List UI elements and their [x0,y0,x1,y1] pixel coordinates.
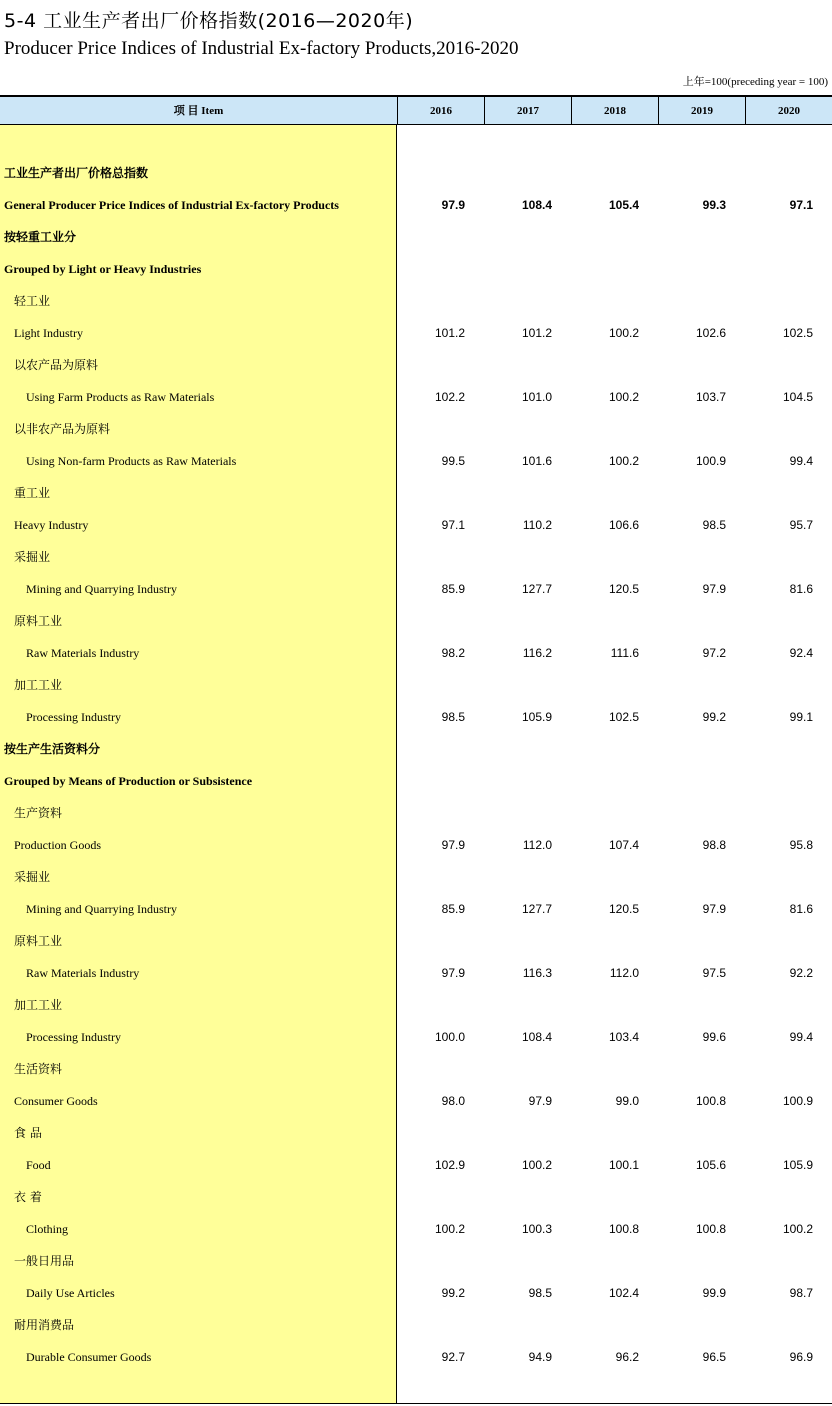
table-row [0,989,832,1021]
cell-2019: 102.6 [695,326,726,340]
row-label: Using Farm Products as Raw Materials [26,390,215,404]
cell-2018: 102.4 [608,1286,639,1300]
price-index-table [0,95,832,1404]
cell-2019: 99.2 [702,710,726,724]
cell-2020: 102.5 [782,326,813,340]
cell-2020: 81.6 [789,902,813,916]
row-label: 按生产生活资料分 [4,742,101,756]
table-row [0,1149,832,1181]
cell-2018: 105.4 [608,198,639,212]
cell-2018: 99.0 [615,1094,639,1108]
table-row [0,669,832,701]
cell-2020: 95.7 [789,518,813,532]
row-label: 重工业 [14,486,51,500]
cell-2020: 104.5 [782,390,813,404]
cell-2020: 100.2 [782,1222,813,1236]
row-label: 采掘业 [14,870,51,884]
cell-2018: 103.4 [608,1030,639,1044]
table-row [0,957,832,989]
cell-2020: 92.2 [789,966,813,980]
cell-2018: 106.6 [608,518,639,532]
table-row [0,733,832,765]
cell-2016: 97.1 [441,518,465,532]
cell-2017: 101.6 [521,454,552,468]
row-label: 一般日用品 [14,1254,75,1268]
cell-2019: 97.9 [702,582,726,596]
row-label: General Producer Price Indices of Industrial Ex-factory Products [4,198,339,212]
table-row [0,829,832,861]
year-header-2017: 2017 [484,97,571,125]
table-row [0,893,832,925]
cell-2018: 120.5 [608,902,639,916]
table-row [0,1053,832,1085]
table-row [0,349,832,381]
table-row [0,1245,832,1277]
table-row [0,1341,832,1373]
table-row [0,605,832,637]
unit-note: 上年=100(preceding year = 100) [682,76,828,88]
table-row [0,925,832,957]
row-label: Mining and Quarrying Industry [26,902,177,916]
cell-2016: 97.9 [441,838,465,852]
table-row [0,285,832,317]
cell-2017: 97.9 [528,1094,552,1108]
row-label: Durable Consumer Goods [26,1350,152,1364]
cell-2017: 98.5 [528,1286,552,1300]
cell-2018: 120.5 [608,582,639,596]
table-row [0,797,832,829]
table-row [0,317,832,349]
row-label: 采掘业 [14,550,51,564]
table-row [0,541,832,573]
cell-2016: 97.9 [441,198,465,212]
cell-2017: 101.2 [521,326,552,340]
cell-2019: 98.5 [702,518,726,532]
table-row [0,1117,832,1149]
table-row [0,1085,832,1117]
row-label: Food [26,1158,51,1172]
row-label: 耐用消费品 [14,1318,75,1332]
year-header-2020: 2020 [745,97,832,125]
row-label: 工业生产者出厂价格总指数 [4,166,149,180]
cell-2020: 92.4 [789,646,813,660]
cell-2020: 81.6 [789,582,813,596]
cell-2020: 95.8 [789,838,813,852]
row-label: 按轻重工业分 [4,230,77,244]
cell-2020: 99.1 [789,710,813,724]
cell-2017: 116.2 [522,646,552,660]
year-header-2019: 2019 [658,97,745,125]
cell-2020: 96.9 [789,1350,813,1364]
table-row [0,509,832,541]
row-label: Processing Industry [26,1030,121,1044]
table-row [0,1181,832,1213]
cell-2019: 99.9 [702,1286,726,1300]
table-row [0,413,832,445]
cell-2018: 112.0 [609,966,639,980]
table-row [0,445,832,477]
cell-2018: 100.2 [608,454,639,468]
row-label: 以非农产品为原料 [14,422,111,436]
cell-2016: 98.0 [441,1094,465,1108]
cell-2018: 107.4 [608,838,639,852]
row-label: Raw Materials Industry [26,966,140,980]
cell-2017: 94.9 [528,1350,552,1364]
table-row [0,765,832,797]
cell-2017: 101.0 [521,390,552,404]
cell-2020: 105.9 [782,1158,813,1172]
cell-2019: 97.5 [702,966,726,980]
cell-2020: 100.9 [782,1094,813,1108]
table-row [0,189,832,221]
cell-2016: 102.9 [434,1158,465,1172]
row-label: 轻工业 [14,294,51,308]
cell-2019: 99.3 [702,198,726,212]
table-row [0,221,832,253]
row-label: Clothing [26,1222,69,1236]
cell-2018: 102.5 [608,710,639,724]
cell-2017: 127.7 [521,582,552,596]
cell-2020: 97.1 [789,198,813,212]
cell-2018: 100.2 [608,326,639,340]
row-label: Consumer Goods [14,1094,98,1108]
row-label: 食 品 [14,1126,42,1140]
cell-2017: 105.9 [521,710,552,724]
cell-2016: 97.9 [441,966,465,980]
table-row [0,1213,832,1245]
table-row [0,253,832,285]
cell-2020: 99.4 [789,454,813,468]
table-row [0,1021,832,1053]
cell-2017: 116.3 [522,966,552,980]
table-row [0,477,832,509]
cell-2016: 100.2 [434,1222,465,1236]
cell-2017: 100.3 [521,1222,552,1236]
cell-2016: 85.9 [441,582,465,596]
row-label: Mining and Quarrying Industry [26,582,177,596]
cell-2016: 85.9 [441,902,465,916]
year-header-2016: 2016 [397,97,484,125]
cell-2017: 112.0 [522,838,552,852]
table-row [0,1277,832,1309]
cell-2019: 103.7 [695,390,726,404]
cell-2016: 99.2 [441,1286,465,1300]
row-label: 以农产品为原料 [14,358,99,372]
cell-2018: 100.2 [608,390,639,404]
cell-2020: 98.7 [789,1286,813,1300]
row-label: Light Industry [14,326,83,340]
cell-2017: 108.4 [521,198,552,212]
table-row [0,637,832,669]
cell-2019: 100.8 [695,1094,726,1108]
row-label: 加工工业 [14,998,63,1012]
cell-2019: 98.8 [702,838,726,852]
cell-2019: 96.5 [702,1350,726,1364]
cell-2016: 102.2 [434,390,465,404]
item-column-header: 项 目 Item [173,105,224,117]
table-row [0,157,832,189]
table-row [0,1309,832,1341]
cell-2018: 100.8 [608,1222,639,1236]
cell-2019: 105.6 [695,1158,726,1172]
cell-2017: 110.2 [522,518,552,532]
page-title-en: Producer Price Indices of Industrial Ex-factory Products,2016-2020 [4,38,519,59]
cell-2019: 97.9 [702,902,726,916]
row-label: Grouped by Means of Production or Subsistence [4,774,253,788]
table-row [0,861,832,893]
table-row [0,701,832,733]
cell-2016: 98.2 [441,646,465,660]
cell-2018: 100.1 [608,1158,639,1172]
cell-2016: 99.5 [441,454,465,468]
cell-2019: 100.9 [695,454,726,468]
cell-2017: 108.4 [521,1030,552,1044]
row-label: 生活资料 [14,1062,63,1076]
table-row [0,381,832,413]
row-label: 加工工业 [14,678,63,692]
row-label: Raw Materials Industry [26,646,140,660]
table-body [0,125,832,1404]
cell-2017: 127.7 [521,902,552,916]
page-title-cn: 5-4 工业生产者出厂价格指数(2016—2020年) [4,10,414,32]
cell-2016: 101.2 [434,326,465,340]
cell-2017: 100.2 [521,1158,552,1172]
cell-2016: 100.0 [434,1030,465,1044]
row-label: 生产资料 [14,806,63,820]
table-row [0,573,832,605]
row-label: Grouped by Light or Heavy Industries [4,262,202,276]
row-label: Using Non-farm Products as Raw Materials [26,454,237,468]
row-label: Processing Industry [26,710,121,724]
cell-2020: 99.4 [789,1030,813,1044]
cell-2019: 100.8 [695,1222,726,1236]
cell-2018: 111.6 [610,646,639,660]
row-label: 原料工业 [14,934,63,948]
year-header-2018: 2018 [571,97,658,125]
cell-2018: 96.2 [615,1350,639,1364]
table-header [0,95,832,125]
row-label: 原料工业 [14,614,63,628]
cell-2016: 98.5 [441,710,465,724]
cell-2019: 99.6 [702,1030,726,1044]
row-label: 衣 着 [14,1190,42,1204]
row-label: Production Goods [14,838,101,852]
cell-2016: 92.7 [441,1350,465,1364]
row-label: Daily Use Articles [26,1286,115,1300]
row-label: Heavy Industry [14,518,89,532]
cell-2019: 97.2 [702,646,726,660]
